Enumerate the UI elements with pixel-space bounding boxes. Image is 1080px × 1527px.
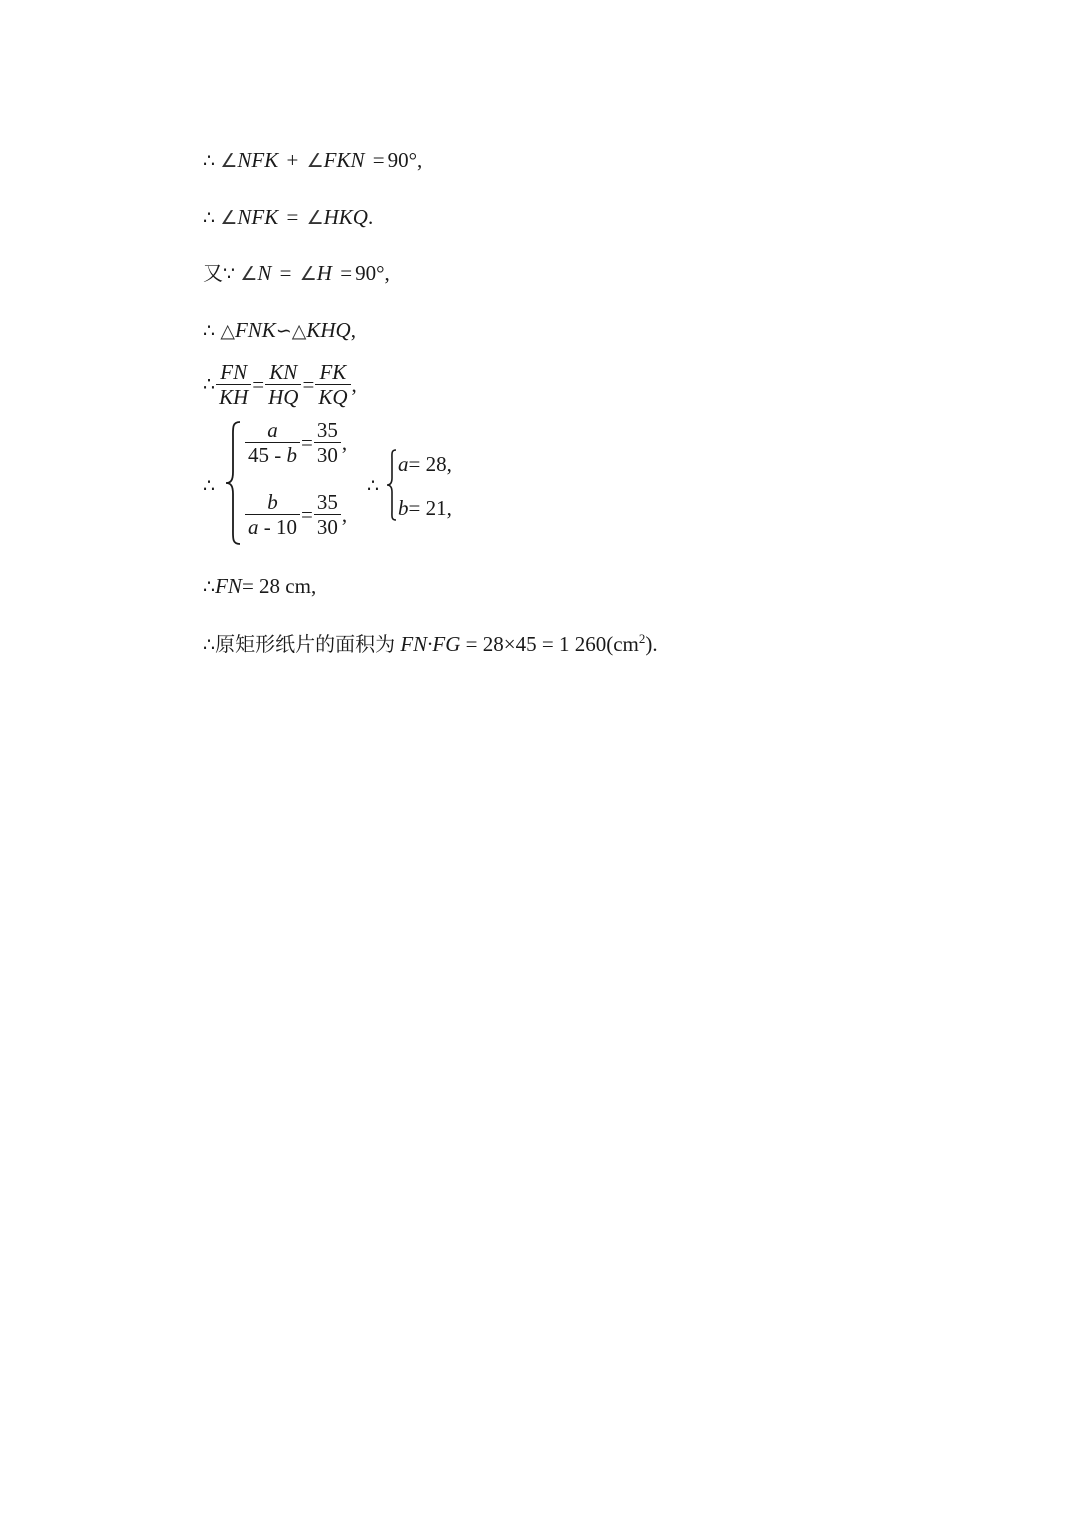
line-7 <box>203 576 316 597</box>
punct: , <box>446 496 452 520</box>
equals-sign: = <box>340 261 353 285</box>
value: = 28 <box>408 452 447 476</box>
punct: , <box>350 318 356 342</box>
equals-sign: = <box>301 502 313 527</box>
similar-symbol: ∽ <box>275 320 292 342</box>
because-symbol: ∵ <box>223 263 236 285</box>
therefore-symbol: ∴ <box>203 373 216 396</box>
numerator: FN <box>216 362 251 385</box>
value: = 28 cm <box>241 574 311 598</box>
left-brace-icon <box>385 448 399 522</box>
den-part: a <box>248 515 259 539</box>
angle-name: NFK <box>237 205 279 229</box>
numerator: b <box>245 492 300 515</box>
superscript: 2 <box>638 631 646 646</box>
triangle-icon: △ <box>220 320 235 342</box>
den-part: 10 <box>276 515 297 539</box>
prefix-text: 又 <box>203 261 223 285</box>
left-brace-icon <box>224 420 244 546</box>
fraction <box>314 492 341 538</box>
variable: FN <box>215 574 242 598</box>
triangle-name: KHQ <box>306 318 351 342</box>
denominator: KH <box>219 385 249 409</box>
equation-1 <box>244 420 347 466</box>
den-part: - <box>263 515 271 539</box>
line-2 <box>203 207 373 228</box>
equals-sign: = <box>252 372 265 397</box>
angle-name: FKN <box>323 148 365 172</box>
fraction <box>315 362 350 408</box>
punct: , <box>341 430 348 455</box>
punct: , <box>310 574 317 598</box>
angle-icon: ∠ <box>306 150 324 172</box>
therefore-symbol: ∴ <box>203 150 216 172</box>
line-3 <box>203 263 390 284</box>
value: = 21 <box>408 496 447 520</box>
variable: b <box>398 496 409 520</box>
punct: , <box>416 148 423 172</box>
angle-name: N <box>257 261 272 285</box>
punct: , <box>384 261 390 285</box>
angle-icon: ∠ <box>240 263 258 285</box>
fraction <box>265 362 301 408</box>
equation-2 <box>244 492 347 538</box>
solution-b <box>398 498 452 519</box>
therefore-symbol: ∴ <box>203 634 216 656</box>
punct: , <box>351 372 357 397</box>
angle-icon: ∠ <box>220 207 238 229</box>
variable: a <box>398 452 409 476</box>
fraction <box>245 492 300 538</box>
denominator <box>245 443 300 466</box>
punct: , <box>446 452 452 476</box>
therefore-symbol: ∴ <box>203 576 216 598</box>
angle-name: HKQ <box>323 205 368 229</box>
plus-sign: + <box>286 148 299 172</box>
equals-sign: = <box>286 205 299 229</box>
value: 90° <box>355 261 385 285</box>
line-1 <box>203 150 422 171</box>
angle-icon: ∠ <box>299 263 317 285</box>
line-8 <box>203 632 658 655</box>
angle-name: NFK <box>237 148 279 172</box>
equals-sign: = <box>279 261 292 285</box>
angle-name: H <box>316 261 332 285</box>
value: 90° <box>387 148 417 172</box>
cjk-text: 原矩形纸片的面积为 <box>215 632 396 656</box>
fraction <box>245 420 300 466</box>
triangle-icon: △ <box>291 320 307 342</box>
fraction <box>216 362 251 408</box>
punct: ). <box>645 632 658 656</box>
numerator: a <box>245 420 300 443</box>
equals-sign: = <box>372 148 385 172</box>
therefore-symbol: ∴ <box>203 475 216 497</box>
equals-sign: = <box>301 430 313 455</box>
therefore-symbol: ∴ <box>203 320 216 342</box>
numerator: 35 <box>314 420 341 443</box>
angle-icon: ∠ <box>220 150 238 172</box>
angle-icon: ∠ <box>306 207 324 229</box>
value: = 28×45 = 1 260(cm <box>465 632 639 656</box>
denominator: 30 <box>316 443 338 467</box>
den-part: b <box>286 443 297 467</box>
equals-sign: = <box>302 372 315 397</box>
punct: , <box>341 502 348 527</box>
therefore-symbol: ∴ <box>203 207 216 229</box>
therefore-symbol: ∴ <box>367 475 380 497</box>
den-part: 45 <box>248 443 269 467</box>
fraction <box>314 420 341 466</box>
den-part: - <box>274 443 282 467</box>
denominator <box>245 515 300 538</box>
denominator: 30 <box>316 515 338 539</box>
denominator: HQ <box>268 385 299 409</box>
triangle-name: FNK <box>234 318 276 342</box>
numerator: KN <box>265 362 301 385</box>
line-5 <box>203 362 357 408</box>
line-4 <box>203 320 356 341</box>
denominator: KQ <box>318 385 348 409</box>
numerator: FK <box>315 362 350 385</box>
variable: FN·FG <box>400 632 461 656</box>
numerator: 35 <box>314 492 341 515</box>
punct: . <box>367 205 374 229</box>
solution-a <box>398 454 452 475</box>
